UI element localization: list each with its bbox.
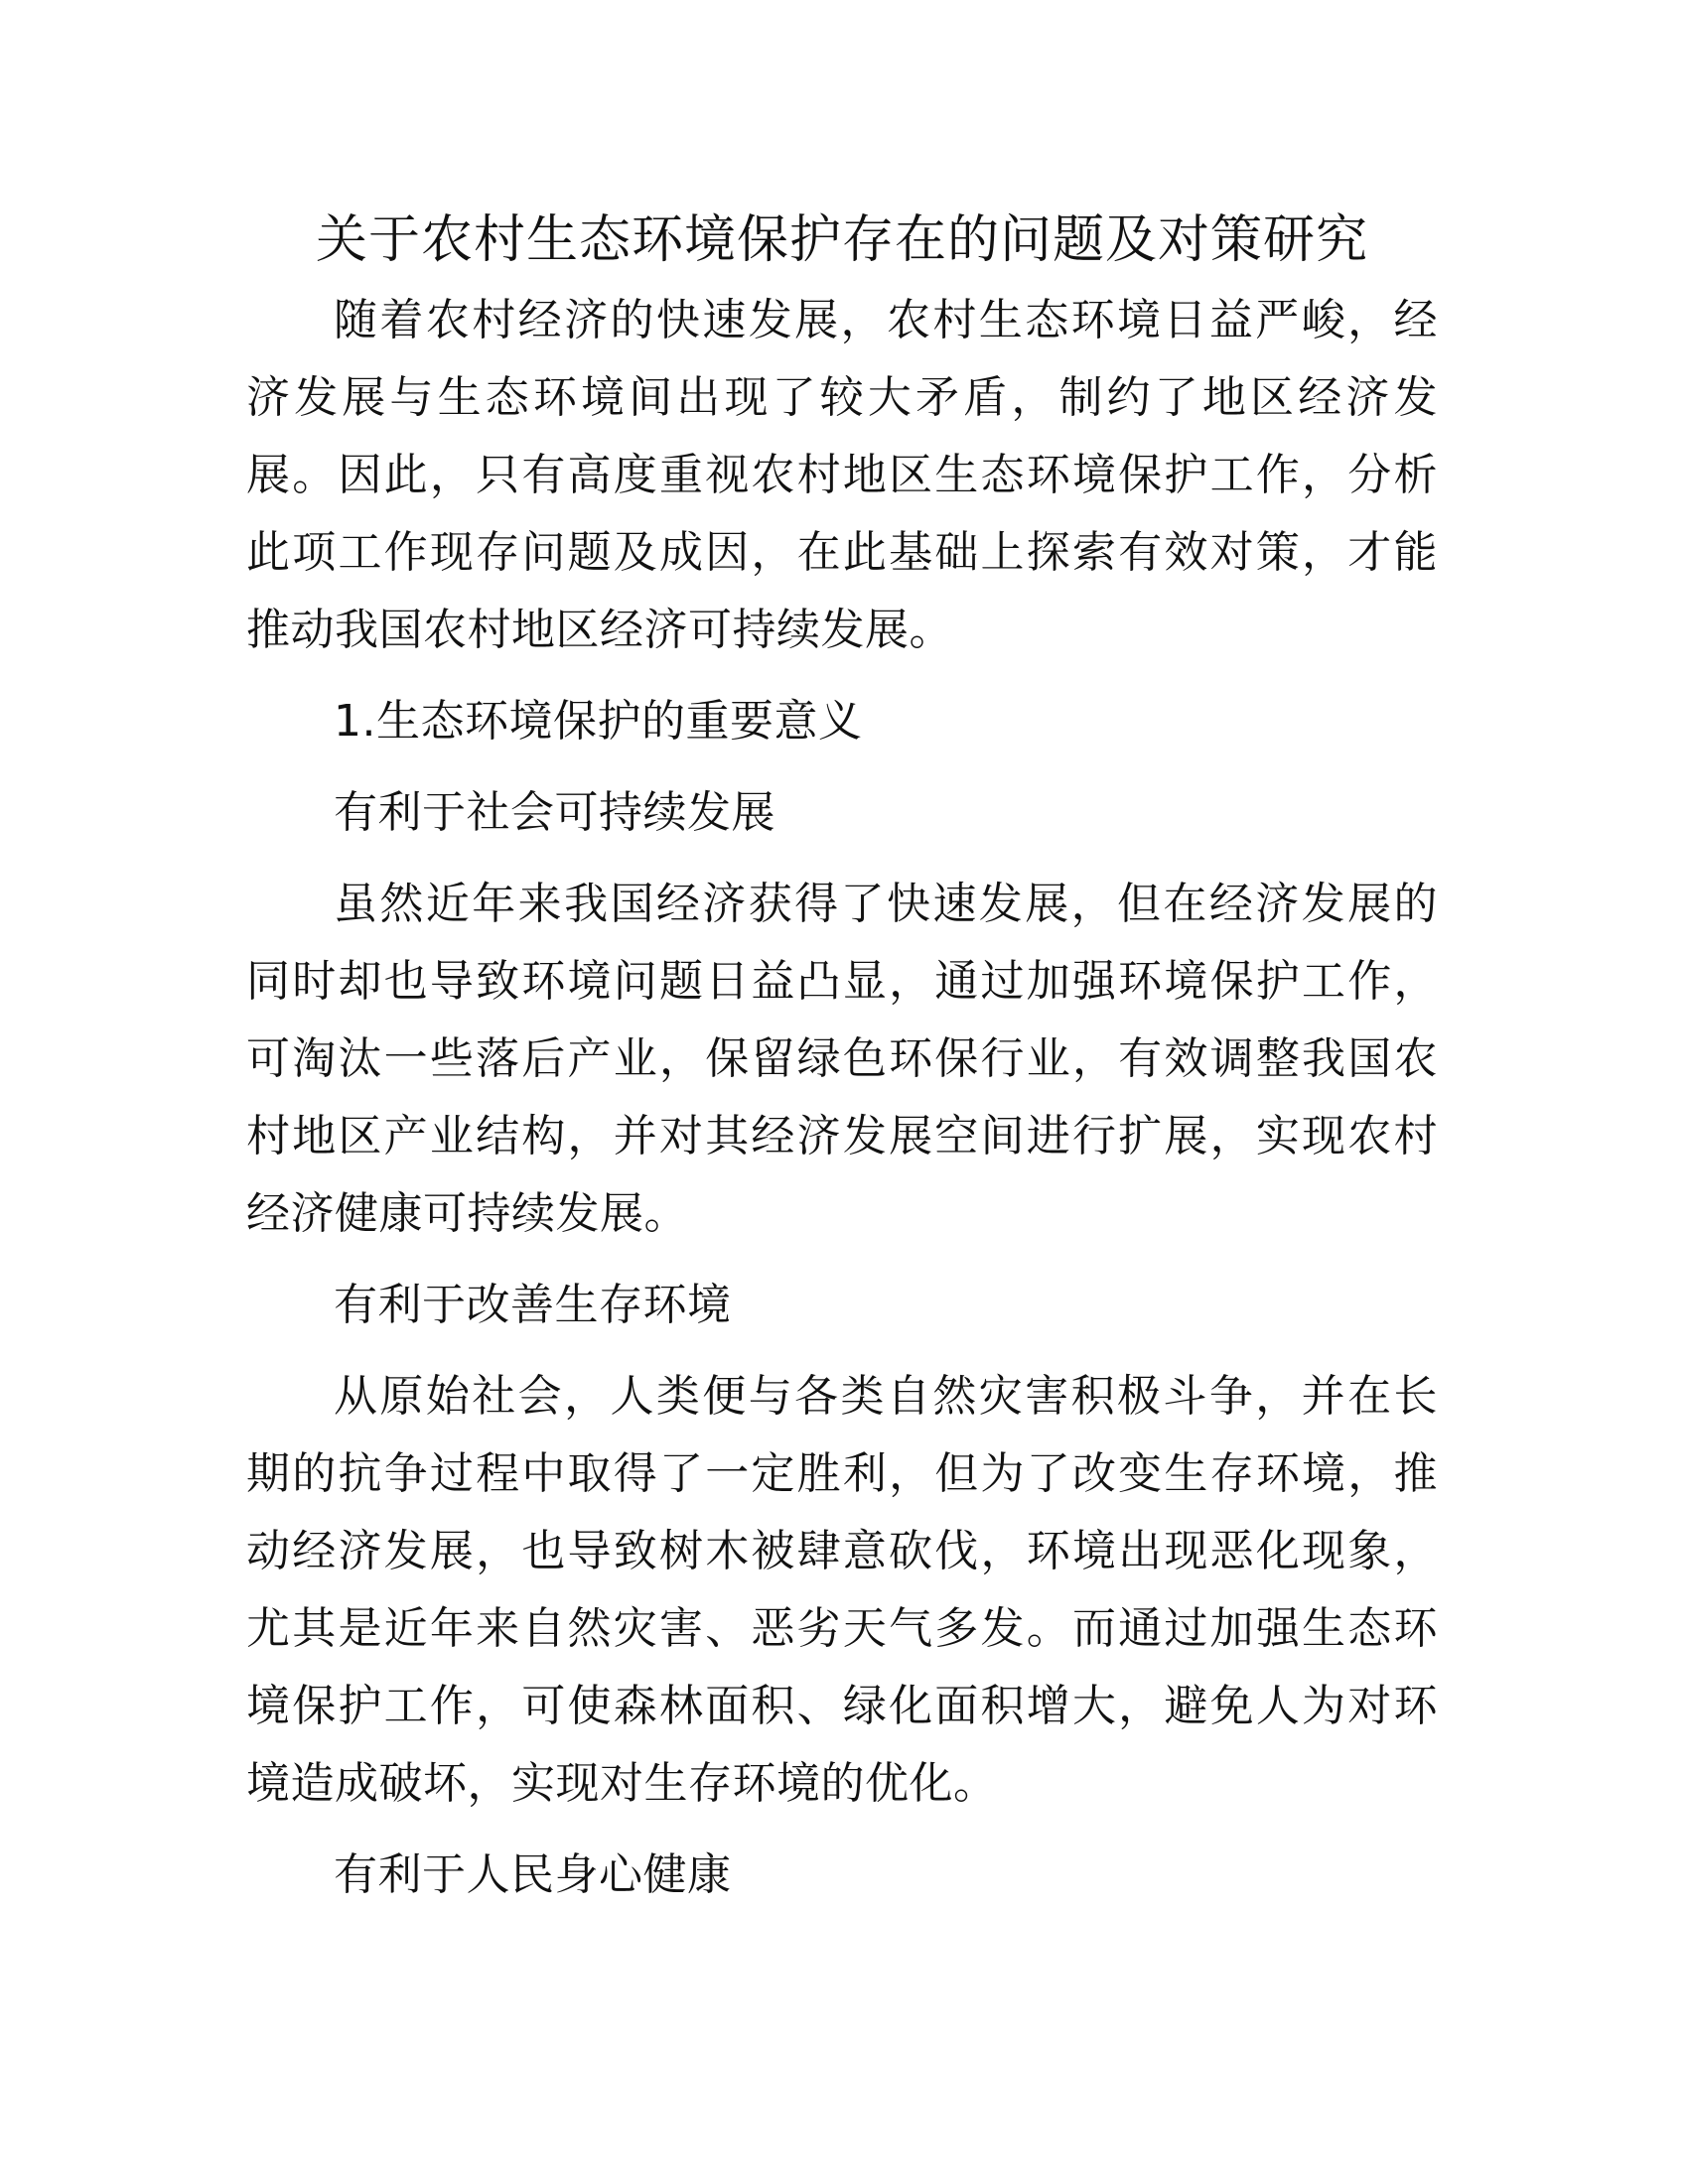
intro-paragraph: 随着农村经济的快速发展，农村生态环境日益严峻，经济发展与生态环境间出现了较大矛盾，制约了地区经济发展。因此，只有高度重视农村地区生态环境保护工作，分析此项工作现存问题及成因，在此基础上探索有效对策，才能推动我国农村地区经济可持续发展。 (246, 295, 1438, 655)
subheading-sustainable-development: 有利于社会可持续发展 (334, 787, 775, 838)
paragraph-living-environment: 从原始社会，人类便与各类自然灾害积极斗争，并在长期的抗争过程中取得了一定胜利，但为了改变生存环境，推动经济发展，也导致树木被肆意砍伐，环境出现恶化现象，尤其是近年来自然灾害、恶劣天气多发。而通过加强生态环境保护工作，可使森林面积、绿化面积增大，避免人为对环境造成破坏，实现对生存环境的优化。 (246, 1371, 1438, 1809)
subheading-public-health: 有利于人民身心健康 (334, 1849, 732, 1900)
paragraph-sustainable-development: 虽然近年来我国经济获得了快速发展，但在经济发展的同时却也导致环境问题日益凸显，通过加强环境保护工作，可淘汰一些落后产业，保留绿色环保行业，有效调整我国农村地区产业结构，并对其经济发展空间进行扩展，实现农村经济健康可持续发展。 (246, 879, 1438, 1239)
section-heading-importance: 1.生态环境保护的重要意义 (334, 696, 863, 747)
document-page (246, 199, 1438, 1928)
subheading-living-environment: 有利于改善生存环境 (334, 1280, 732, 1330)
document-title: 关于农村生态环境保护存在的问题及对策研究 (315, 210, 1368, 270)
